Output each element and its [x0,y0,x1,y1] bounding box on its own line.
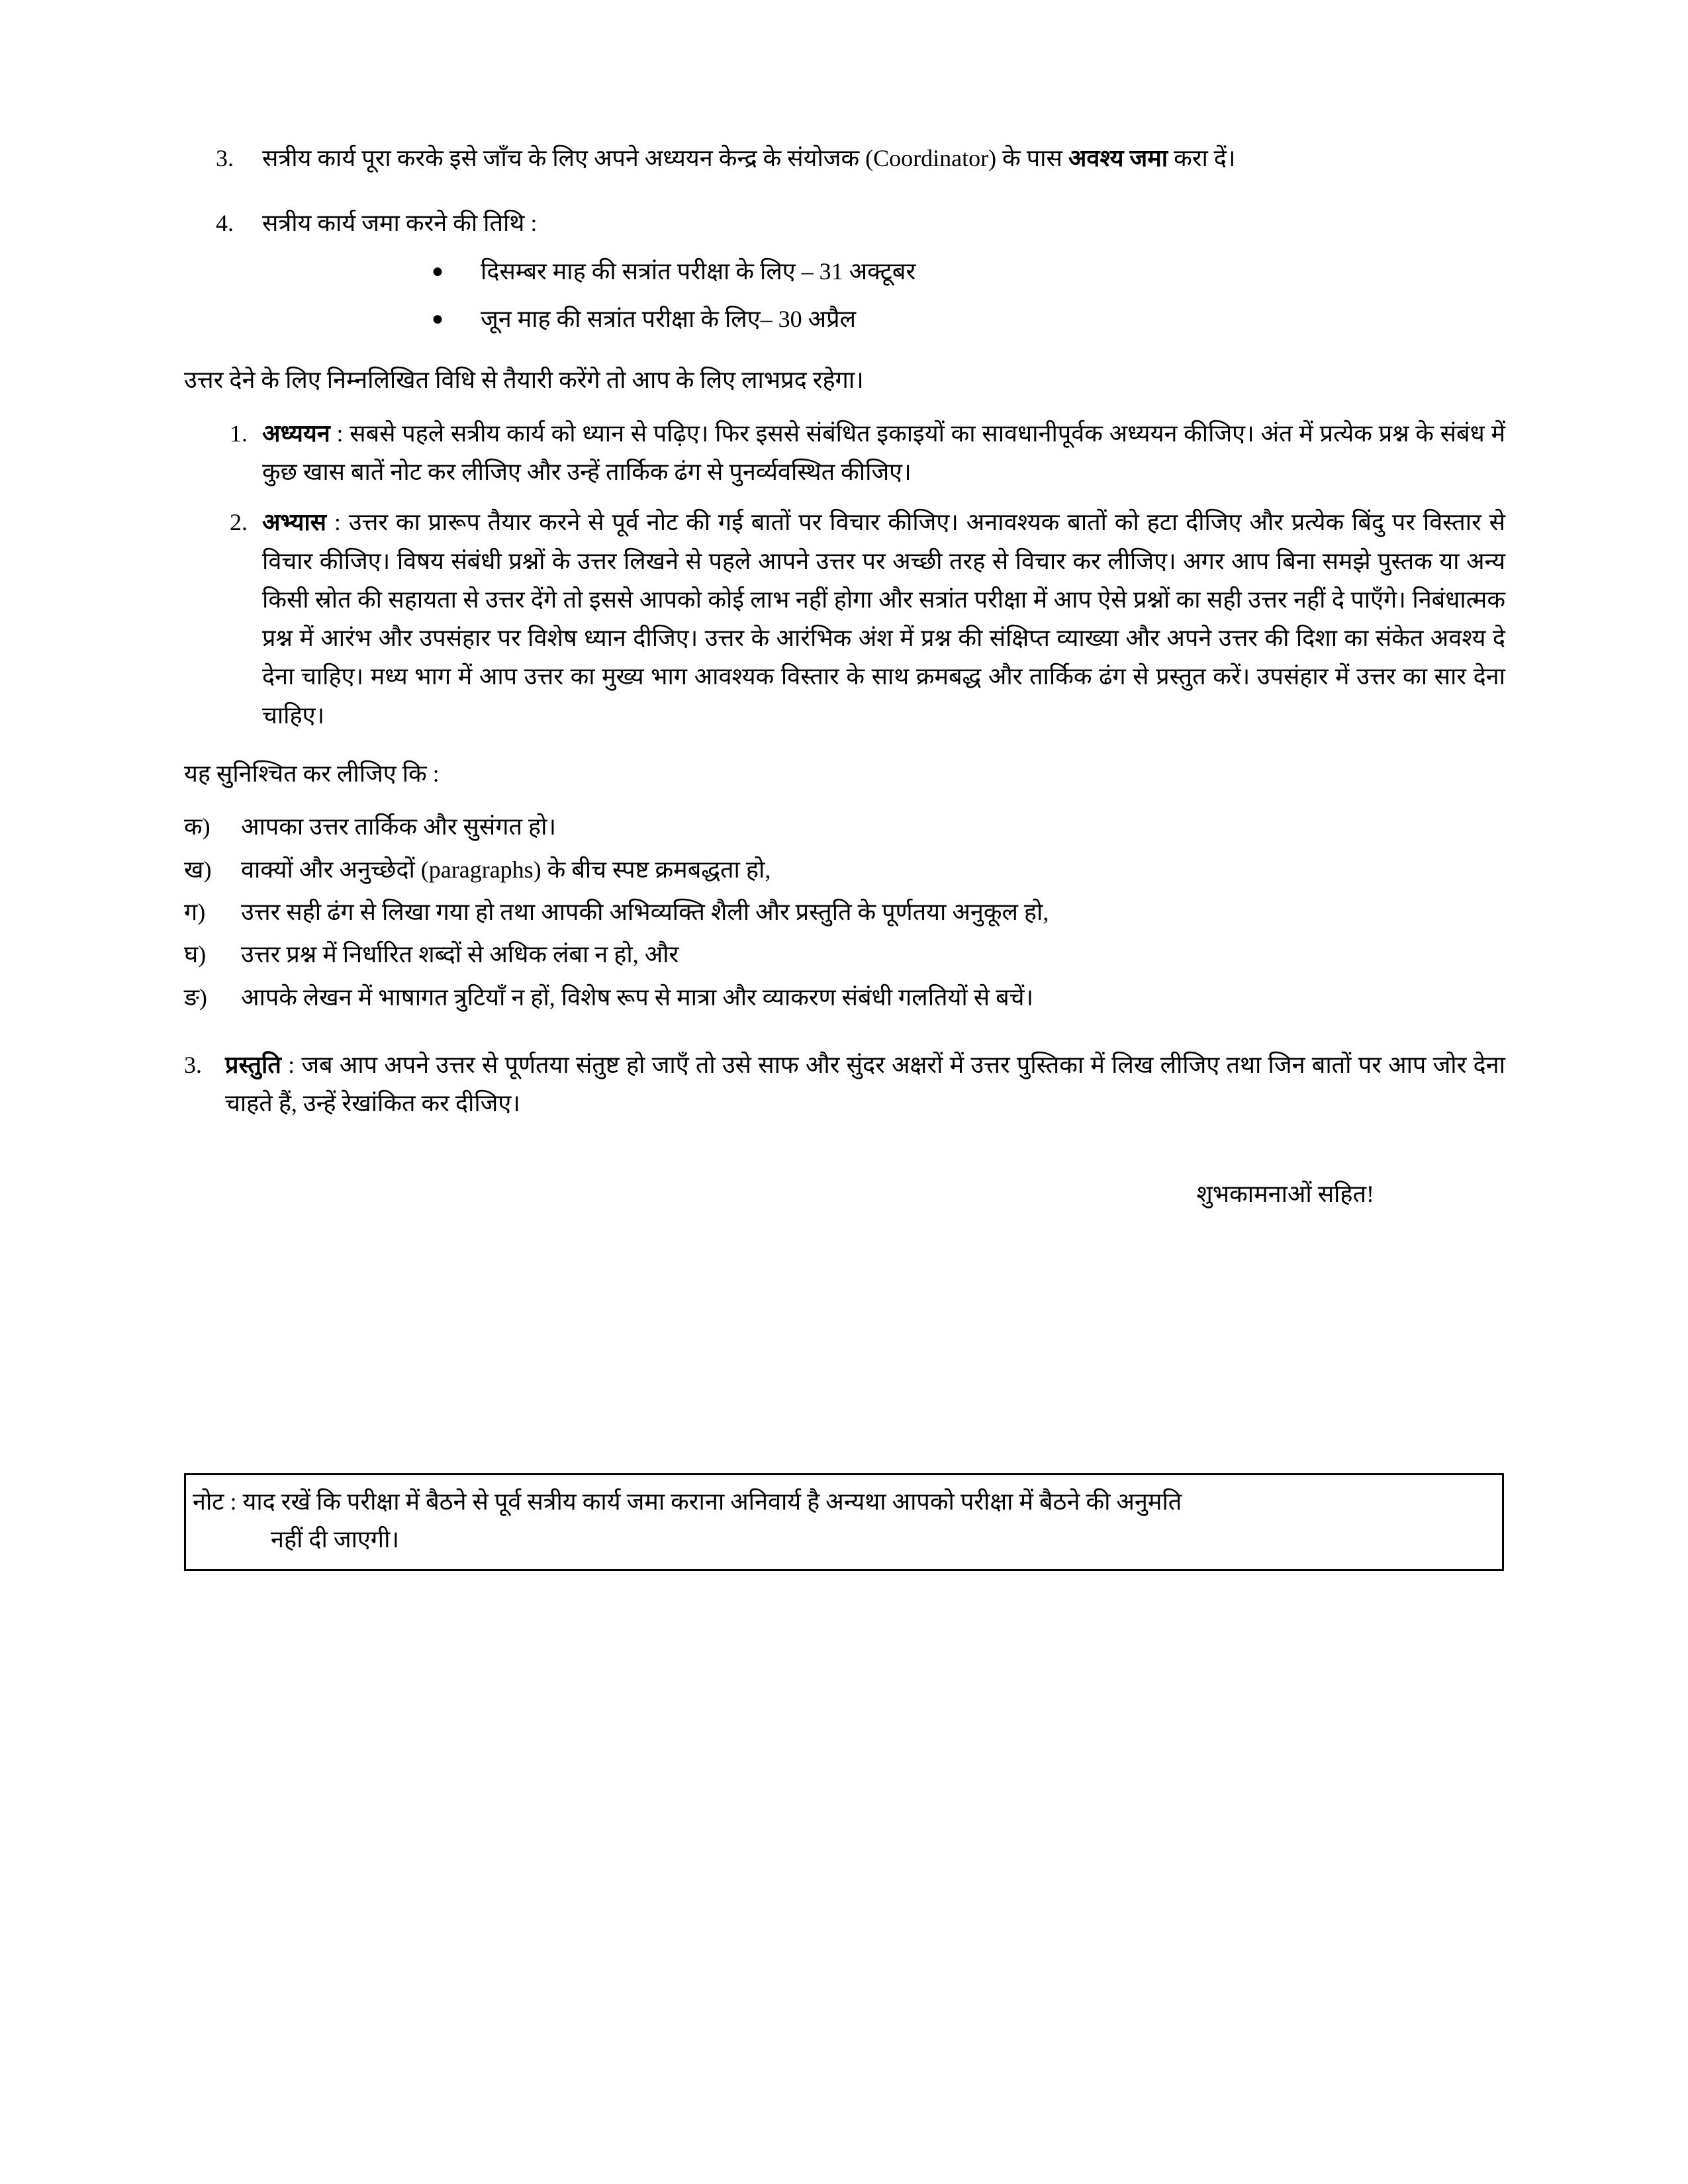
presentation-separator: : [281,1051,302,1078]
method-item-study [184,414,1505,492]
submission-date-june: जून माह की सत्रांत परीक्षा के लिए– 30 अप्रैल [481,305,857,332]
note-text-line-2: नहीं दी जाएगी। [271,1525,400,1553]
item-3-bold-emphasis: अवश्य जमा [1068,145,1168,171]
checklist-ka-text: आपका उत्तर तार्किक और सुसंगत हो। [241,813,557,841]
note-box-line-2 [193,1521,1495,1559]
method-item-practice [184,503,1505,735]
checklist-gha-text: उत्तर प्रश्न में निर्धारित शब्दों से अधिक लंबा न हो, और [241,941,679,968]
presentation-text: जब आप अपने उत्तर से पूर्णतया संतुष्ट हो जाएँ तो उसे साफ और सुंदर अक्षरों में उत्तर पुस्तिका में लिख लीजिए तथा जिन बातों पर आप जोर देना चाहते हैं, उन्हें रेखांकित कर दीजिए। [225,1051,1505,1117]
method-1-separator: : [330,420,350,447]
presentation-label: प्रस्तुति [225,1051,281,1078]
note-label: नोट : [193,1488,243,1515]
item-3-text-part3: करा दें। [1168,145,1236,171]
bullet-icon: ● [432,259,444,282]
signoff-text: शुभकामनाओं सहित! [1196,1180,1374,1207]
instruction-item-4 [184,204,1505,338]
item-3-marker: 3. [216,145,234,171]
method-1-text: सबसे पहले सत्रीय कार्य को ध्यान से पढ़िए। फिर इससे संबंधित इकाइयों का सावधानीपूर्वक अध्ययन कीजिए। अंत में प्रत्येक प्रश्न के संबंध में कुछ खास बातें नोट कर लीजिए और उन्हें तार्किक ढंग से पुनर्व्यवस्थित कीजिए। [262,420,1505,485]
item-3-body [262,145,1236,171]
submission-dates-list [262,252,1505,339]
method-2-marker: 2. [230,509,248,536]
checklist-item-nga [184,978,1505,1017]
preparation-method-list [184,414,1505,735]
item-4-text: सत्रीय कार्य जमा करने की तिथि : [262,210,538,237]
checklist-ga-marker: ग) [184,899,206,925]
checklist-item-ga [184,893,1505,931]
coordinator-label: (Coordinator) [865,145,997,171]
item-3-text-part1: सत्रीय कार्य पूरा करके इसे जाँच के लिए अपने अध्ययन केन्द्र के संयोजक [262,145,866,171]
ensure-checklist [184,807,1505,1017]
method-2-separator: : [326,509,349,536]
item-3-text-part2: के पास [996,145,1068,171]
checklist-nga-marker: ङ) [184,983,207,1011]
document-content [184,139,1505,1213]
method-2-text: उत्तर का प्रारूप तैयार करने से पूर्व नोट की गई बातों पर विचार कीजिए। अनावश्यक बातों को हटा दीजिए और प्रत्येक बिंदु पर विस्तार से विचार कीजिए। विषय संबंधी प्रश्नों के उत्तर लिखने से पहले आपने उत्तर पर अच्छी तरह से विचार कर लीजिए। अगर आप बिना समझे पुस्तक या अन्य किसी स्रोत की सहायता से उत्तर देंगे तो इससे आपको कोई लाभ नहीं होगा और सत्रांत परीक्षा में आप ऐसे प्रश्नों का सही उत्तर नहीं दे पाएँगे। निबंधात्मक प्रश्न में आरंभ और उपसंहार पर विशेष ध्यान दीजिए। उत्तर के आरंभिक अंश में प्रश्न की संक्षिप्त व्याख्या और अपने उत्तर की दिशा का संकेत अवश्य दे देना चाहिए। मध्य भाग में आप उत्तर का मुख्य भाग आवश्यक विस्तार के साथ क्रमबद्ध और तार्किक ढंग से प्रस्तुत करें। उपसंहार में उत्तर का सार देना चाहिए। [262,509,1505,729]
checklist-ga-text: उत्तर सही ढंग से लिखा गया हो तथा आपकी अभिव्यक्ति शैली और प्रस्तुति के पूर्णतया अनुकूल हो, [241,899,1049,925]
preparation-lead-paragraph: उत्तर देने के लिए निम्नलिखित विधि से तैयारी करेंगे तो आप के लिए लाभप्रद रहेगा। [184,367,864,394]
item-4-marker: 4. [216,210,234,237]
ensure-heading: यह सुनिश्चित कर लीजिए कि : [184,760,440,788]
list-item [262,252,1505,291]
checklist-nga-text: आपके लेखन में भाषागत त्रुटियाँ न हों, विशेष रूप से मात्रा और व्याकरण संबंधी गलतियों से बचें। [241,983,1034,1011]
presentation-item [184,1046,1505,1123]
instruction-item-3 [184,139,1505,177]
checklist-gha-marker: घ) [184,941,207,968]
presentation-marker: 3. [184,1051,202,1078]
checklist-ka-marker: क) [184,813,211,841]
checklist-kha-text-after: के बीच स्पष्ट क्रमबद्धता हो, [541,856,771,883]
note-box-line-1 [193,1483,1495,1521]
checklist-kha-text-before: वाक्यों और अनुच्छेदों [241,856,421,883]
checklist-item-kha [184,850,1505,889]
method-1-marker: 1. [230,420,248,447]
bullet-icon: ● [432,307,444,330]
submission-date-december: दिसम्बर माह की सत्रांत परीक्षा के लिए – 31 अक्टूबर [481,257,916,285]
note-text-line-1: याद रखें कि परीक्षा में बैठने से पूर्व सत्रीय कार्य जमा कराना अनिवार्य है अन्यथा आपको परीक्षा में बैठने की अनुमति [242,1488,1182,1515]
note-box [184,1473,1504,1571]
checklist-kha-marker: ख) [184,856,212,883]
method-1-label: अध्ययन [262,420,330,447]
checklist-item-gha [184,935,1505,974]
checklist-item-ka [184,807,1505,846]
method-2-label: अभ्यास [262,509,327,536]
list-item [262,300,1505,338]
paragraphs-label: (paragraphs) [420,856,541,883]
